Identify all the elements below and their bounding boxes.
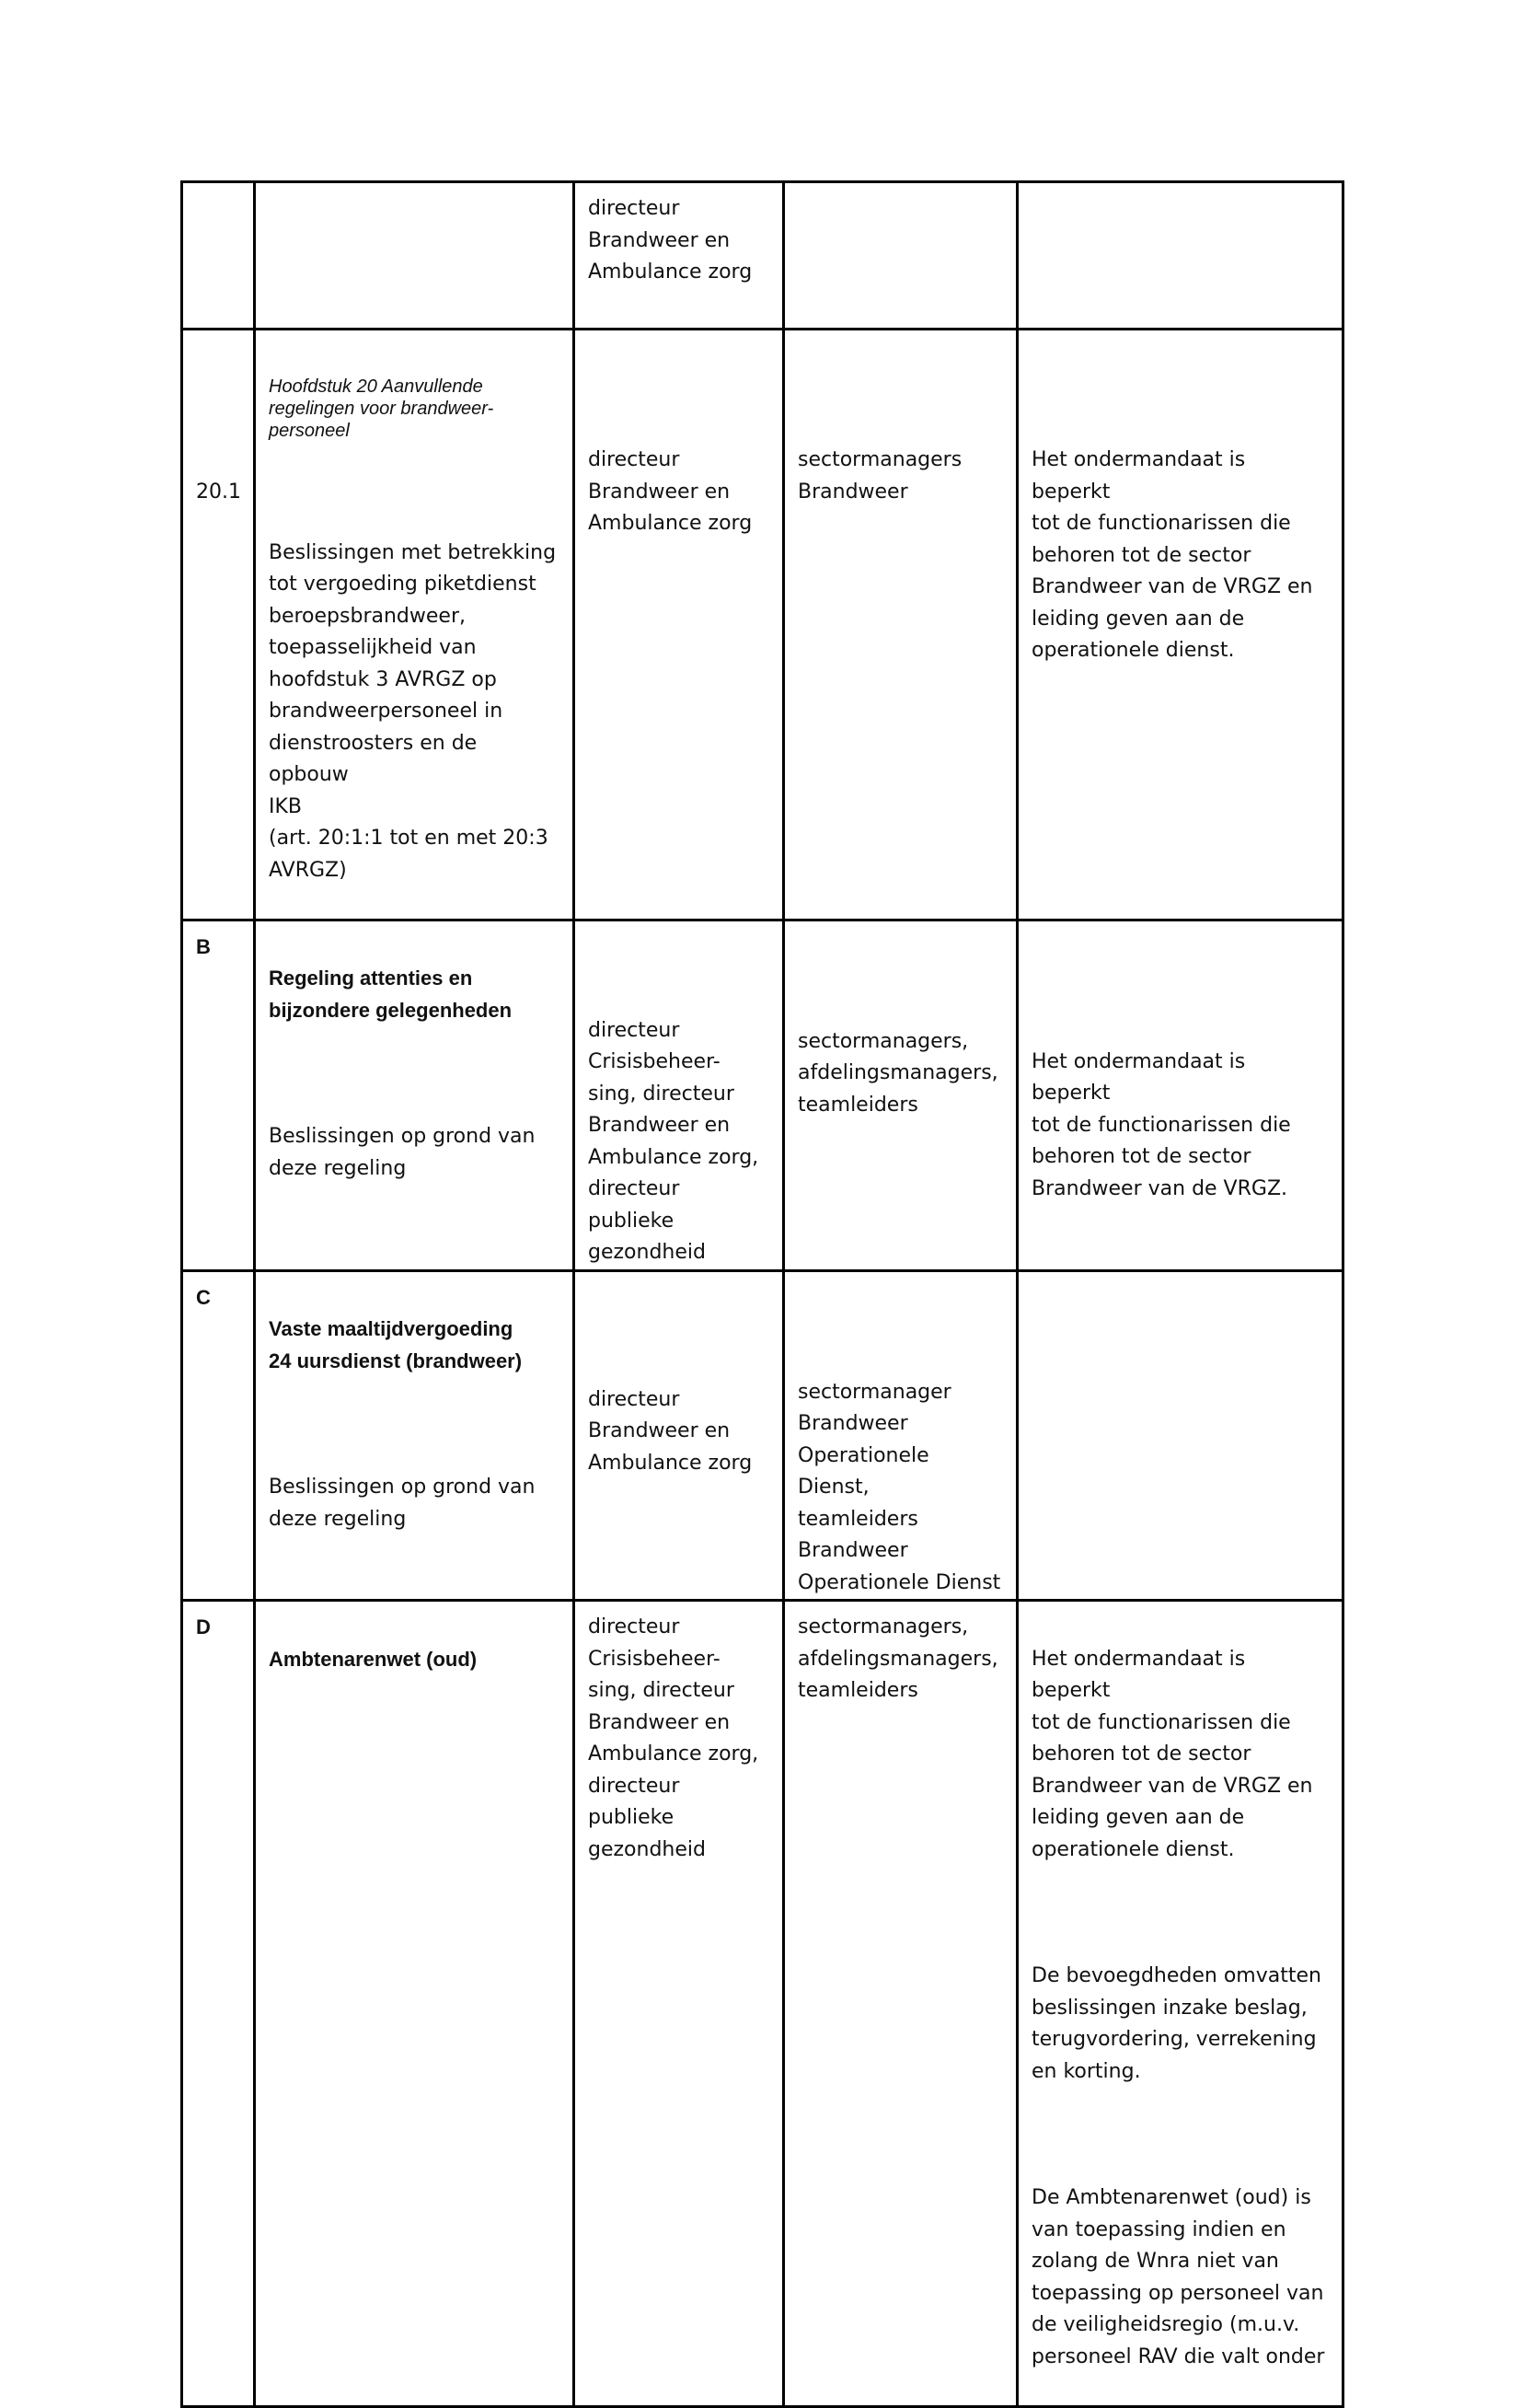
table-row (182, 330, 1343, 920)
subject-description: Beslissingen op grond van deze regeling (269, 1476, 536, 1531)
row-code: C (196, 1285, 211, 1309)
subject-cell (255, 182, 574, 330)
subject-description: Beslissingen met betrekking tot vergoeding piketdienst beroepsbrandweer, toepasselijkheid van hoofdstuk 3 AVRGZ op brandweerpersoneel in dienstroosters en de opbouw IKB (art. 20:1:1 tot en met 20:3 AVRGZ) (269, 540, 557, 882)
submandate-cell (784, 920, 1018, 1270)
subject-cell (255, 1270, 574, 1601)
mandate-text: directeur Crisisbeheer- sing, directeur Brandweer en Ambulance zorg, directeur publieke gezondheid (588, 1615, 759, 1861)
regulation-title: Regeling attenties en bijzondere gelegenheden (269, 967, 513, 1022)
mandate-text: directeur Brandweer en Ambulance zorg (588, 1387, 753, 1475)
mandate-text: directeur Brandweer en Ambulance zorg (588, 197, 753, 284)
remarks-cell (1018, 330, 1343, 920)
code-cell (182, 330, 255, 920)
row-code: 20.1 (196, 480, 241, 504)
subject-cell (255, 1601, 574, 2407)
mandate-text: directeur Crisisbeheer- sing, directeur Brandweer en Ambulance zorg, directeur publieke gezondheid (588, 1018, 759, 1264)
remarks-cell (1018, 1601, 1343, 2407)
remarks-cell (1018, 920, 1343, 1270)
code-cell (182, 1601, 255, 2407)
table-row (182, 1270, 1343, 1601)
mandate-cell (574, 1270, 784, 1601)
mandate-cell (574, 330, 784, 920)
code-cell (182, 920, 255, 1270)
submandate-cell (784, 182, 1018, 330)
submandate-cell (784, 1601, 1018, 2407)
row-code: B (196, 934, 211, 958)
code-cell (182, 182, 255, 330)
subject-description: Beslissingen op grond van deze regeling (269, 1125, 536, 1180)
remarks-paragraph: De Ambtenarenwet (oud) is van toepassing indien en zolang de Wnra niet van toepassing op personeel van de veiligheidsregio (m.u.v. personeel RAV die valt onder (1032, 2186, 1325, 2368)
remarks-paragraph: De bevoegdheden omvatten beslissingen inzake beslag, terugvordering, verrekening en korting. (1032, 1964, 1321, 2083)
remarks-text: Het ondermandaat is beperkt tot de functionarissen die behoren tot de sector Brandweer van de VRGZ. (1032, 1049, 1291, 1200)
mandate-cell (574, 920, 784, 1270)
chapter-title: Hoofdstuk 20 Aanvullende regelingen voor brandweer-personeel (269, 376, 494, 441)
mandate-table (180, 180, 1344, 2408)
remarks-text: Het ondermandaat is beperkt tot de functionarissen die behoren tot de sector Brandweer van de VRGZ en leiding geven aan de operationele dienst. (1032, 448, 1313, 662)
submandate-text: sectormanagers, afdelingsmanagers, teamleiders (798, 1615, 998, 1702)
code-cell (182, 1270, 255, 1601)
table-row (182, 920, 1343, 1270)
mandate-cell (574, 1601, 784, 2407)
mandate-text: directeur Brandweer en Ambulance zorg (588, 448, 753, 535)
table-row (182, 1601, 1343, 2407)
table-row (182, 182, 1343, 330)
remarks-paragraph: Het ondermandaat is beperkt tot de functionarissen die behoren tot de sector Brandweer van de VRGZ en leiding geven aan de operationele dienst. (1032, 1647, 1313, 1861)
submandate-text: sectormanagers, afdelingsmanagers, teamleiders (798, 1029, 998, 1117)
submandate-cell (784, 330, 1018, 920)
remarks-cell (1018, 1270, 1343, 1601)
regulation-title: Ambtenarenwet (oud) (269, 1647, 478, 1671)
submandate-text: sectormanagers Brandweer (798, 448, 963, 504)
remarks-cell (1018, 182, 1343, 330)
row-code: D (196, 1615, 211, 1638)
subject-cell (255, 920, 574, 1270)
submandate-text: sectormanager Brandweer Operationele Dienst, teamleiders Brandweer Operationele Dienst (798, 1380, 1001, 1594)
submandate-cell (784, 1270, 1018, 1601)
regulation-title: Vaste maaltijdvergoeding 24 uursdienst (brandweer) (269, 1317, 523, 1372)
subject-cell (255, 330, 574, 920)
mandate-cell (574, 182, 784, 330)
